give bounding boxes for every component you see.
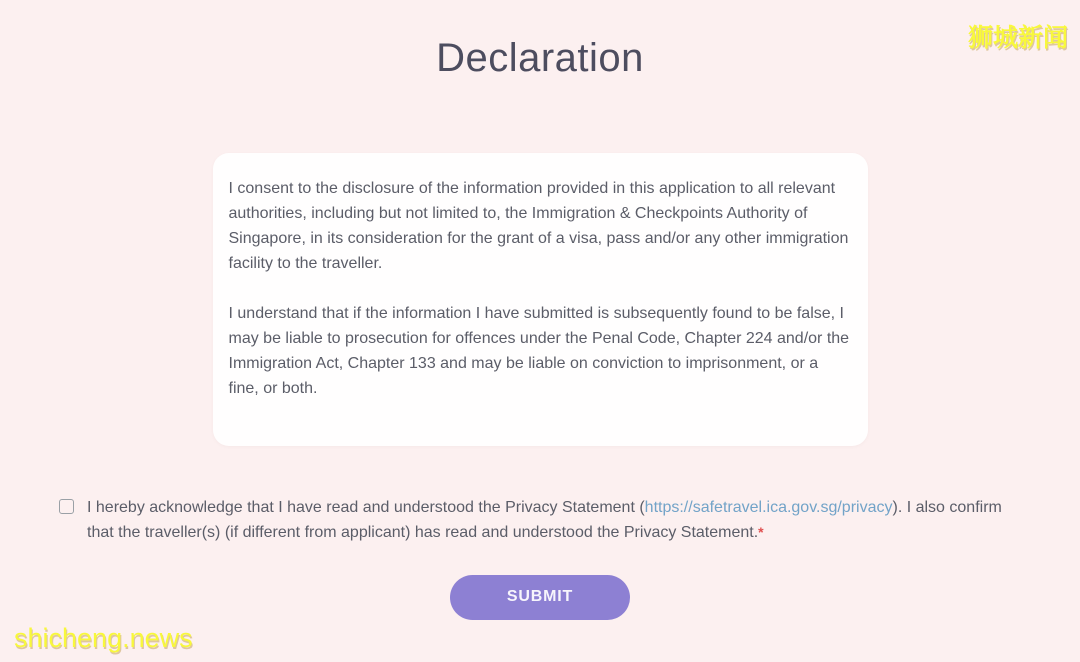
page-title: Declaration	[436, 36, 644, 80]
privacy-statement-link[interactable]: https://safetravel.ica.gov.sg/privacy	[644, 498, 893, 516]
submit-button[interactable]: SUBMIT	[450, 575, 630, 620]
privacy-acknowledgement-checkbox[interactable]	[59, 499, 74, 514]
declaration-card	[213, 153, 868, 446]
acknowledgement-text-after-link: ). I also confirm that the traveller(s) (if different from applicant) has read and understood the Privacy Statement.	[87, 498, 1002, 541]
watermark-site-url: shicheng.news	[14, 623, 193, 653]
watermark-site-name: 狮城新闻	[967, 24, 1068, 52]
declaration-paragraph-consent: I consent to the disclosure of the information provided in this application to all relevant authorities, including but not limited to, the Immigration & Checkpoints Authority of Singapore, in its consideration for the grant of a visa, pass and/or any other immigration facility to the traveller.	[228, 179, 849, 272]
privacy-acknowledgement-text	[87, 495, 1021, 545]
privacy-acknowledgement-row	[59, 495, 1021, 545]
required-field-marker: *	[758, 523, 764, 540]
acknowledgement-text-before-link: I hereby acknowledge that I have read and understood the Privacy Statement (	[87, 498, 645, 516]
declaration-paragraph-liability: I understand that if the information I have submitted is subsequently found to be false, I may be liable to prosecution for offences under the Penal Code, Chapter 224 and/or the Immigration Act, Chapter 133 and may be liable on conviction to imprisonment, or a fine, or both.	[228, 304, 850, 397]
